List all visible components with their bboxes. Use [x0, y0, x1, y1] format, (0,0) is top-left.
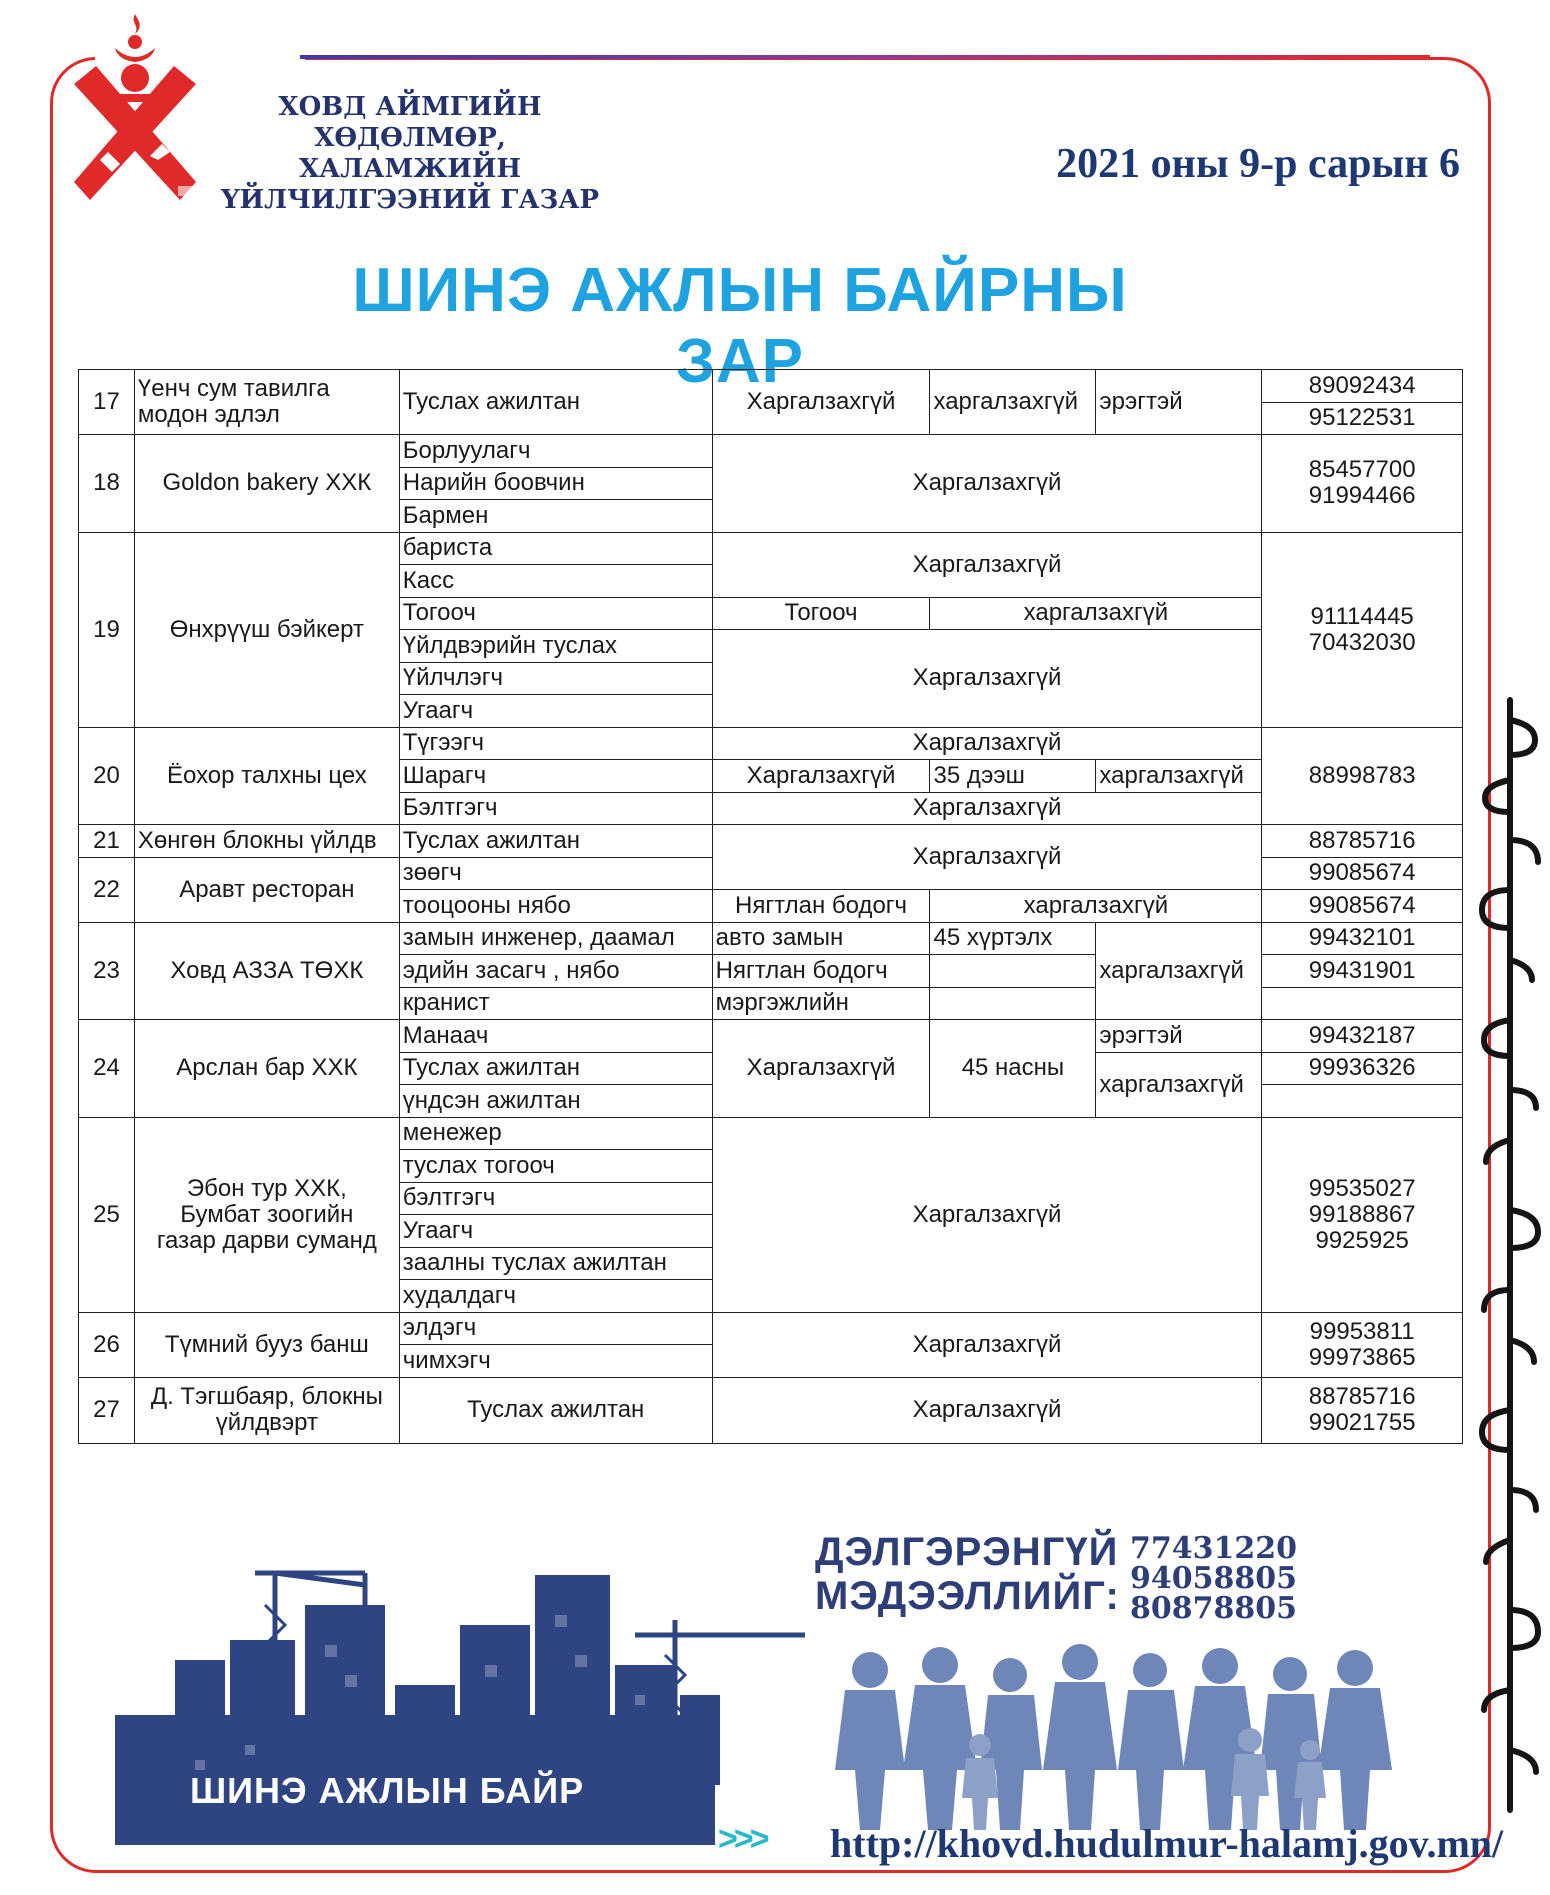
contact-phones: [1130, 1531, 1297, 1626]
phone-cell: 99936326: [1262, 1052, 1463, 1085]
position-cell: бэлтгэгч: [399, 1182, 712, 1215]
row-number: 26: [79, 1312, 135, 1377]
position-cell: бариста: [399, 532, 712, 565]
row-number: 25: [79, 1117, 135, 1312]
phone-number: 99188867: [1308, 1200, 1416, 1228]
page-title: ШИНЭ АЖЛЫН БАЙРНЫ ЗАР: [352, 256, 1128, 396]
phone-cell: 99432187: [1262, 1020, 1463, 1053]
announcement-date: 2021 оны 9-р сарын 6: [1056, 141, 1460, 187]
education-cell: Тогооч: [712, 597, 930, 630]
company-cell: Ховд АЗЗА ТӨХК: [134, 922, 399, 1020]
people-silhouettes-illustration: [830, 1640, 1430, 1830]
position-cell: Шарагч: [399, 760, 712, 793]
company-cell: Өнхрүүш бэйкерт: [134, 532, 399, 727]
jobs-table: [78, 369, 1463, 1444]
phone-number: 91114445: [1310, 602, 1414, 630]
phone-cell: [1262, 1312, 1463, 1377]
requirement-cell: Харгалзахгүй: [712, 1117, 1262, 1312]
age-cell: 45 насны: [930, 1020, 1096, 1118]
header-rule: [300, 55, 1430, 59]
position-cell: эдийн засагч , нябо: [399, 955, 712, 988]
phone-number: 70432030: [1308, 628, 1416, 656]
company-cell: Ёохор талхны цех: [134, 727, 399, 825]
phone-number: 99535027: [1308, 1174, 1416, 1202]
requirement-cell: харгалзахгүй: [930, 890, 1262, 923]
position-cell: Үйлдвэрийн туслах: [399, 630, 712, 663]
company-line: газар дарви суманд: [156, 1226, 377, 1254]
gender-cell: харгалзахгүй: [1096, 760, 1262, 793]
table-row: [79, 1377, 1463, 1443]
requirement-cell: харгалзахгүй: [930, 597, 1262, 630]
phone-number: 91994466: [1308, 482, 1416, 510]
position-cell: Үйлчлэгч: [399, 662, 712, 695]
table-row: [79, 532, 1463, 565]
org-line-3: ҮЙЛЧИЛГЭЭНИЙ ГАЗАР: [220, 185, 600, 215]
position-cell: Түгээгч: [399, 727, 712, 760]
position-cell: Бэлтгэгч: [399, 792, 712, 825]
table-row: [79, 435, 1463, 468]
phone-cell: 89092434: [1262, 370, 1463, 403]
phone-cell: 88785716: [1262, 825, 1463, 858]
arrows-icon: >>>: [718, 1820, 766, 1858]
company-line: Д. Тэгшбаяр, блокны: [150, 1383, 383, 1410]
gender-cell: харгалзахгүй: [1096, 1052, 1262, 1117]
row-number: 23: [79, 922, 135, 1020]
company-cell: Арслан бар ХХК: [134, 1020, 399, 1118]
contact-phone: 80878805: [1130, 1591, 1297, 1626]
gender-cell: харгалзахгүй: [1096, 922, 1262, 1020]
position-cell: Угаагч: [399, 1215, 712, 1248]
phone-number: 99953811: [1309, 1317, 1415, 1345]
gender-cell: эрэгтэй: [1096, 1020, 1262, 1053]
more-info-label-1: ДЭЛГЭРЭНГҮЙ: [815, 1530, 1119, 1574]
requirement-cell: Харгалзахгүй: [712, 1377, 1262, 1443]
ministry-logo: [60, 10, 210, 205]
city-label: ШИНЭ АЖЛЫН БАЙР: [190, 1770, 585, 1811]
age-cell: [930, 987, 1096, 1020]
age-cell: харгалзахгүй: [930, 370, 1096, 435]
position-cell: менежер: [399, 1117, 712, 1150]
position-cell: Борлуулагч: [399, 435, 712, 468]
position-cell: Угаагч: [399, 695, 712, 728]
age-cell: [930, 955, 1096, 988]
phone-cell: [1262, 1117, 1463, 1312]
contact-block: [815, 1530, 1297, 1626]
row-number: 27: [79, 1377, 135, 1443]
position-cell: зөөгч: [399, 857, 712, 890]
table-row: [79, 922, 1463, 955]
mongolian-script-decoration: [1465, 690, 1550, 1820]
organization-name: [220, 92, 600, 216]
position-cell: үндсэн ажилтан: [399, 1085, 712, 1118]
more-info-label-2: МЭДЭЭЛЛИЙГ:: [815, 1574, 1120, 1618]
position-cell: тооцооны нябо: [399, 890, 712, 923]
row-number: 22: [79, 857, 135, 922]
gender-cell: эрэгтэй: [1096, 370, 1262, 435]
requirement-cell: Харгалзахгүй: [712, 532, 1262, 597]
table-row: [79, 1117, 1463, 1150]
table-row: [79, 370, 1463, 403]
phone-cell: [1262, 532, 1463, 727]
company-cell: Түмний бууз банш: [134, 1312, 399, 1377]
position-cell: Касс: [399, 565, 712, 598]
position-cell: Туслах ажилтан: [399, 825, 712, 858]
row-number: 17: [79, 370, 135, 435]
company-line: үйлдвэрт: [215, 1409, 318, 1436]
requirement-cell: Харгалзахгүй: [712, 792, 1262, 825]
education-cell: Харгалзахгүй: [712, 1020, 930, 1118]
age-cell: 45 хүртэлх: [930, 922, 1096, 955]
position-cell: худалдагч: [399, 1280, 712, 1313]
phone-cell: 95122531: [1262, 402, 1463, 435]
education-cell: Нягтлан бодогч: [712, 890, 930, 923]
phone-cell: [1262, 1377, 1463, 1443]
phone-cell: 88998783: [1262, 727, 1463, 825]
position-cell: Туслах ажилтан: [399, 1052, 712, 1085]
requirement-cell: Харгалзахгүй: [712, 630, 1262, 728]
phone-cell: [1262, 435, 1463, 533]
company-cell: [134, 1377, 399, 1443]
website-link[interactable]: http://khovd.hudulmur-halamj.gov.mn/: [830, 1821, 1504, 1866]
phone-number: 88785716: [1308, 1383, 1416, 1410]
table-row: [79, 1312, 1463, 1345]
row-number: 24: [79, 1020, 135, 1118]
position-cell: элдэгч: [399, 1312, 712, 1345]
position-cell: замын инженер, даамал: [399, 922, 712, 955]
company-cell: Goldon bakery ХХК: [134, 435, 399, 533]
row-number: 21: [79, 825, 135, 858]
table-row: [79, 727, 1463, 760]
contact-phone: 77431220: [1130, 1531, 1297, 1566]
requirement-cell: Харгалзахгүй: [712, 1312, 1262, 1377]
phone-number: 99021755: [1308, 1409, 1416, 1436]
requirement-cell: Харгалзахгүй: [712, 825, 1262, 890]
phone-cell: 99085674: [1262, 857, 1463, 890]
position-cell: чимхэгч: [399, 1345, 712, 1378]
position-cell: Туслах ажилтан: [399, 1377, 712, 1443]
position-cell: Манаач: [399, 1020, 712, 1053]
position-cell: заалны туслах ажилтан: [399, 1247, 712, 1280]
row-number: 19: [79, 532, 135, 727]
position-cell: туслах тогооч: [399, 1150, 712, 1183]
org-line-1: ХОВД АЙМГИЙН: [278, 92, 542, 122]
phone-cell: 99432101: [1262, 922, 1463, 955]
education-cell: Харгалзахгүй: [712, 760, 930, 793]
org-line-2: ХӨДӨЛМӨР, ХАЛАМЖИЙН: [298, 123, 522, 184]
row-number: 20: [79, 727, 135, 825]
age-cell: 35 дээш: [930, 760, 1096, 793]
phone-number: 9925925: [1315, 1226, 1409, 1254]
phone-cell: 99431901: [1262, 955, 1463, 988]
education-cell: мэргэжлийн: [712, 987, 930, 1020]
position-cell: Бармен: [399, 500, 712, 533]
phone-number: 85457700: [1308, 456, 1416, 484]
position-cell: кранист: [399, 987, 712, 1020]
table-row: [79, 825, 1463, 858]
row-number: 18: [79, 435, 135, 533]
phone-cell: 99085674: [1262, 890, 1463, 923]
education-cell: Нягтлан бодогч: [712, 955, 930, 988]
education-cell: авто замын: [712, 922, 930, 955]
position-cell: Тогооч: [399, 597, 712, 630]
company-cell: Үенч сум тавилга модон эдлэл: [134, 370, 399, 435]
contact-phone: 94058805: [1130, 1561, 1297, 1596]
requirement-cell: Харгалзахгүй: [712, 435, 1262, 533]
company-line: Бумбат зоогийн: [180, 1200, 354, 1228]
phone-cell: [1262, 987, 1463, 1020]
position-cell: Нарийн боовчин: [399, 467, 712, 500]
education-cell: Харгалзахгүй: [712, 370, 930, 435]
company-line: Эбон тур ХХК,: [186, 1174, 347, 1202]
phone-cell: [1262, 1085, 1463, 1118]
position-cell: Туслах ажилтан: [399, 370, 712, 435]
company-cell: [134, 1117, 399, 1312]
phone-number: 99973865: [1308, 1343, 1416, 1371]
requirement-cell: Харгалзахгүй: [712, 727, 1262, 760]
company-cell: Аравт ресторан: [134, 857, 399, 922]
table-row: [79, 1020, 1463, 1053]
company-cell: Хөнгөн блокны үйлдв: [134, 825, 399, 858]
